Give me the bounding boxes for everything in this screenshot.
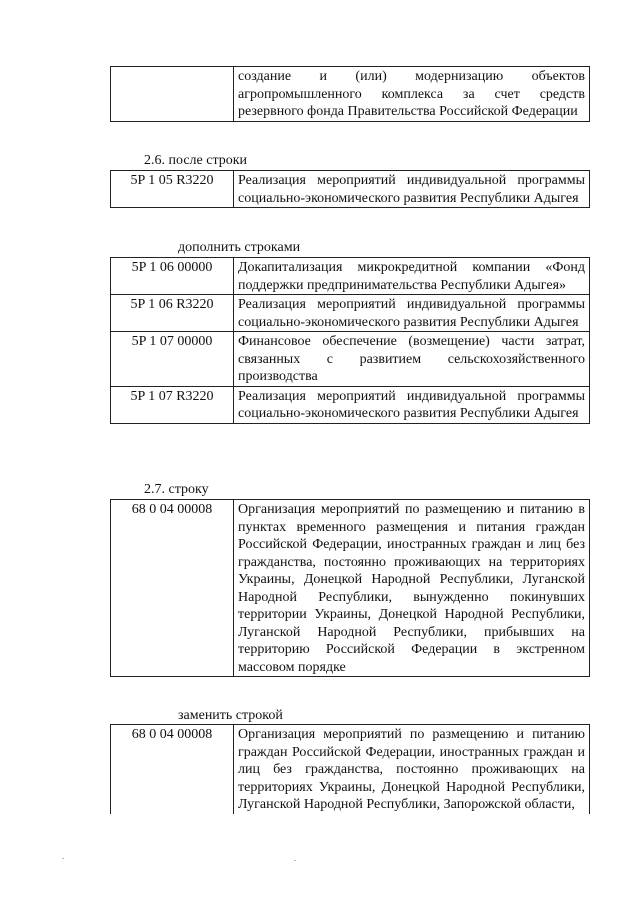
scan-speck <box>62 858 64 859</box>
description-cell: Докапитализация микрокредитной компании «Фонд поддержки предпринимательства Республики Адыгея» <box>234 258 590 295</box>
table-row <box>111 258 590 295</box>
description-cell: создание и (или) модернизацию объектов агропромышленного комплекса за счет средств резервного фонда Правительства Российской Федерации <box>234 67 590 122</box>
budget-code-cell <box>111 67 234 122</box>
description-cell: Финансовое обеспечение (возмещение) части затрат, связанных с развитием сельскохозяйственного производства <box>234 332 590 387</box>
supplement-label: дополнить строками <box>178 240 301 255</box>
description-cell: Реализация мероприятий индивидуальной программы социально-экономического развития Республики Адыгея <box>234 386 590 423</box>
description-cell: Реализация мероприятий индивидуальной программы социально-экономического развития Республики Адыгея <box>234 295 590 332</box>
budget-code-cell: 68 0 04 00008 <box>111 725 234 814</box>
replace-label: заменить строкой <box>178 708 283 723</box>
scan-speck <box>294 860 296 861</box>
budget-code-cell: 68 0 04 00008 <box>111 500 234 677</box>
budget-code-cell: 5P 1 07 00000 <box>111 332 234 387</box>
table-row <box>111 386 590 423</box>
description-cell: Реализация мероприятий индивидуальной программы социально-экономического развития Республики Адыгея <box>234 171 590 208</box>
section-2-7-label: 2.7. строку <box>144 482 209 497</box>
table-replace <box>110 724 590 814</box>
table-top <box>110 66 590 122</box>
budget-code-cell: 5P 1 06 00000 <box>111 258 234 295</box>
table-row <box>111 67 590 122</box>
budget-code-cell: 5P 1 06 R3220 <box>111 295 234 332</box>
table-row <box>111 295 590 332</box>
table-row <box>111 500 590 677</box>
table-2-6 <box>110 170 590 208</box>
budget-code-cell: 5P 1 05 R3220 <box>111 171 234 208</box>
table-2-7 <box>110 499 590 677</box>
table-row <box>111 171 590 208</box>
description-cell: Организация мероприятий по размещению и питанию граждан Российской Федерации, иностранных граждан и лиц без гражданства, постоянно проживающих на территориях Украины, Донецкой Народной Республики, Луганской Народной Республики, Запорожской области, <box>234 725 590 814</box>
description-cell: Организация мероприятий по размещению и питанию в пунктах временного размещения и питания граждан Российской Федерации, иностранных граждан и лиц без гражданства, постоянно проживающих на территориях Украины, Донецкой Народной Республики, Луганской Народной Республики, вынужденно покинувших территории Украины, Донецкой Народной Республики, Луганской Народной Республики, прибывших на территорию Российской Федерации в экстренном массовом порядке <box>234 500 590 677</box>
table-row <box>111 332 590 387</box>
table-row <box>111 725 590 814</box>
section-2-6-label: 2.6. после строки <box>144 153 248 168</box>
budget-code-cell: 5P 1 07 R3220 <box>111 386 234 423</box>
table-supplement <box>110 257 590 424</box>
